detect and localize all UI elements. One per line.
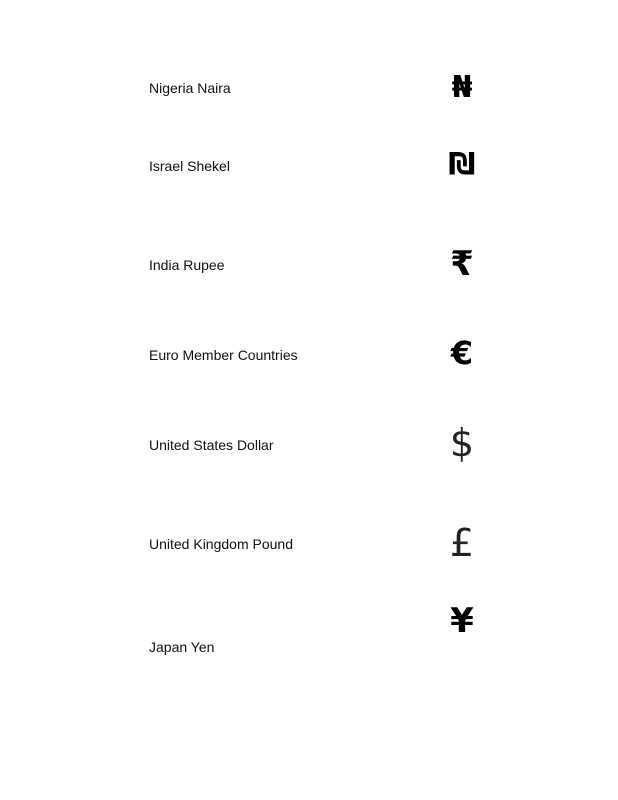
dollar-sign-icon: $ — [449, 421, 475, 465]
currency-name: India Rupee — [149, 257, 225, 273]
naira-sign-icon: ₦ — [451, 70, 473, 105]
currency-name: United States Dollar — [149, 437, 274, 453]
currency-name: Japan Yen — [149, 639, 215, 655]
yen-sign-icon: ¥ — [450, 601, 474, 641]
currency-name: Euro Member Countries — [149, 347, 298, 363]
euro-sign-icon: € — [450, 334, 474, 372]
currency-name: Israel Shekel — [149, 158, 230, 174]
currency-name: Nigeria Naira — [149, 80, 231, 96]
pound-sign-icon: £ — [449, 521, 475, 565]
rupee-sign-icon: ₹ — [450, 244, 474, 284]
currency-name: United Kingdom Pound — [149, 536, 293, 552]
shekel-sign-icon: ₪ — [448, 147, 476, 182]
